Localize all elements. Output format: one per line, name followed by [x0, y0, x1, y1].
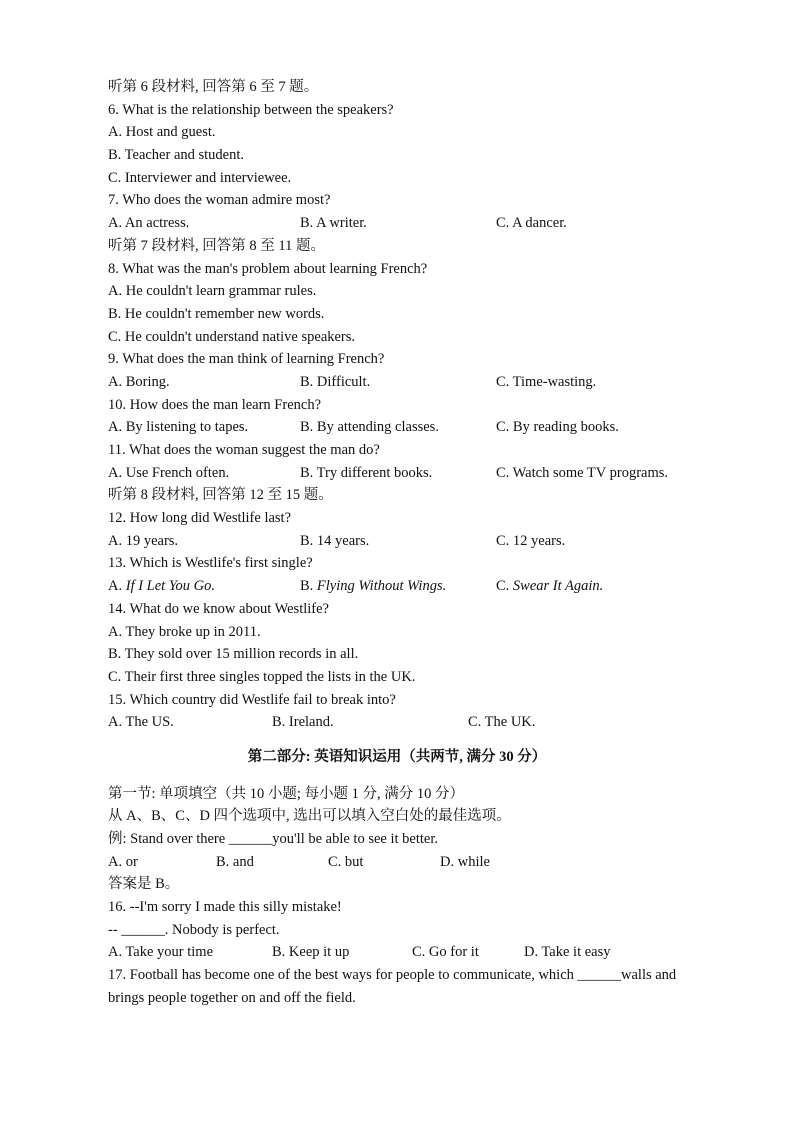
- question-16-option-c: C. Go for it: [412, 944, 479, 961]
- question-16-option-d: D. Take it easy: [524, 944, 611, 961]
- question-9-options: [108, 371, 718, 394]
- example-option-b: B. and: [216, 853, 254, 870]
- question-7-option-b: B. A writer.: [300, 215, 367, 232]
- question-11-option-b: B. Try different books.: [300, 464, 433, 481]
- question-10-option-c: C. By reading books.: [496, 419, 619, 436]
- question-14-option-b: B. They sold over 15 million records in all.: [108, 646, 359, 663]
- question-8-option-c: C. He couldn't understand native speakers.: [108, 328, 356, 345]
- question-16-options: [108, 941, 718, 964]
- question-15-options: [108, 711, 718, 734]
- question-13-stem: 13. Which is Westlife's first single?: [108, 555, 313, 572]
- question-11-options: [108, 462, 718, 485]
- example-option-c: C. but: [328, 853, 364, 870]
- example-options: [108, 851, 718, 874]
- option-letter: A.: [108, 578, 126, 595]
- example-answer: 答案是 B。: [108, 876, 180, 893]
- question-7-option-a: A. An actress.: [108, 215, 190, 232]
- question-8-stem: 8. What was the man's problem about learning French?: [108, 260, 428, 277]
- section-6-header: 听第 6 段材料, 回答第 6 至 7 题。: [108, 79, 319, 95]
- question-16-line-2: -- ______. Nobody is perfect.: [108, 921, 280, 938]
- question-9-option-a: A. Boring.: [108, 373, 170, 390]
- question-12-option-a: A. 19 years.: [108, 532, 179, 549]
- option-letter: B.: [300, 578, 317, 595]
- question-9-option-b: B. Difficult.: [300, 373, 371, 390]
- song-title: If I Let You Go.: [125, 578, 216, 595]
- question-15-option-a: A. The US.: [108, 714, 174, 731]
- example-stem: 例: Stand over there ______you'll be able to see it better.: [108, 831, 438, 847]
- section-7-header: 听第 7 段材料, 回答第 8 至 11 题。: [108, 237, 325, 254]
- question-11-stem: 11. What does the woman suggest the man do?: [108, 442, 380, 458]
- question-6-stem: 6. What is the relationship between the speakers?: [108, 101, 394, 118]
- question-6-option-c: C. Interviewer and interviewee.: [108, 169, 292, 186]
- question-12-stem: 12. How long did Westlife last?: [108, 510, 292, 527]
- exam-content: [108, 76, 718, 1010]
- question-10-option-b: B. By attending classes.: [300, 419, 439, 436]
- question-8-option-b: B. He couldn't remember new words.: [108, 305, 325, 322]
- question-9-option-c: C. Time-wasting.: [496, 373, 597, 390]
- question-12-options: [108, 530, 718, 553]
- question-15-stem: 15. Which country did Westlife fail to break into?: [108, 691, 396, 708]
- question-13-option-c: [496, 575, 603, 598]
- question-13-options: [108, 575, 718, 598]
- song-title: Swear It Again.: [512, 578, 604, 595]
- question-9-stem: 9. What does the man think of learning French?: [108, 351, 385, 368]
- question-12-option-b: B. 14 years.: [300, 532, 370, 549]
- question-14-option-c: C. Their first three singles topped the lists in the UK.: [108, 668, 416, 685]
- question-16-option-a: A. Take your time: [108, 944, 214, 961]
- question-10-option-a: A. By listening to tapes.: [108, 419, 249, 436]
- question-14-stem: 14. What do we know about Westlife?: [108, 600, 329, 617]
- question-15-option-c: C. The UK.: [468, 714, 536, 731]
- question-6-option-a: A. Host and guest.: [108, 124, 216, 141]
- question-12-option-c: C. 12 years.: [496, 532, 566, 549]
- question-17-stem: 17. Football has become one of the best ways for people to communicate, which ______walls and brings people together on and off the field.: [108, 967, 677, 1006]
- question-13-option-b: [300, 575, 446, 598]
- question-16-line-1: 16. --I'm sorry I made this silly mistake!: [108, 899, 342, 916]
- question-13-option-a: [108, 575, 215, 598]
- part-2-heading: 第二部分: 英语知识运用（共两节, 满分 30 分）: [247, 748, 547, 765]
- question-15-option-b: B. Ireland.: [272, 714, 334, 731]
- question-7-option-c: C. A dancer.: [496, 215, 567, 232]
- section-instruction: 从 A、B、C、D 四个选项中, 选出可以填入空白处的最佳选项。: [108, 808, 511, 825]
- question-8-option-a: A. He couldn't learn grammar rules.: [108, 283, 317, 300]
- section-8-header: 听第 8 段材料, 回答第 12 至 15 题。: [108, 487, 333, 504]
- question-16-option-b: B. Keep it up: [272, 944, 350, 961]
- question-11-option-c: C. Watch some TV programs.: [496, 464, 669, 481]
- question-7-options: [108, 212, 718, 235]
- question-10-options: [108, 416, 718, 439]
- section-1-title: 第一节: 单项填空（共 10 小题; 每小题 1 分, 满分 10 分）: [108, 785, 465, 802]
- song-title: Flying Without Wings.: [316, 578, 447, 595]
- example-option-a: A. or: [108, 853, 138, 870]
- question-6-option-b: B. Teacher and student.: [108, 147, 245, 164]
- question-11-option-a: A. Use French often.: [108, 464, 230, 481]
- question-7-stem: 7. Who does the woman admire most?: [108, 192, 331, 209]
- question-10-stem: 10. How does the man learn French?: [108, 396, 322, 413]
- option-letter: C.: [496, 578, 513, 595]
- question-14-option-a: A. They broke up in 2011.: [108, 623, 261, 640]
- example-option-d: D. while: [440, 853, 490, 870]
